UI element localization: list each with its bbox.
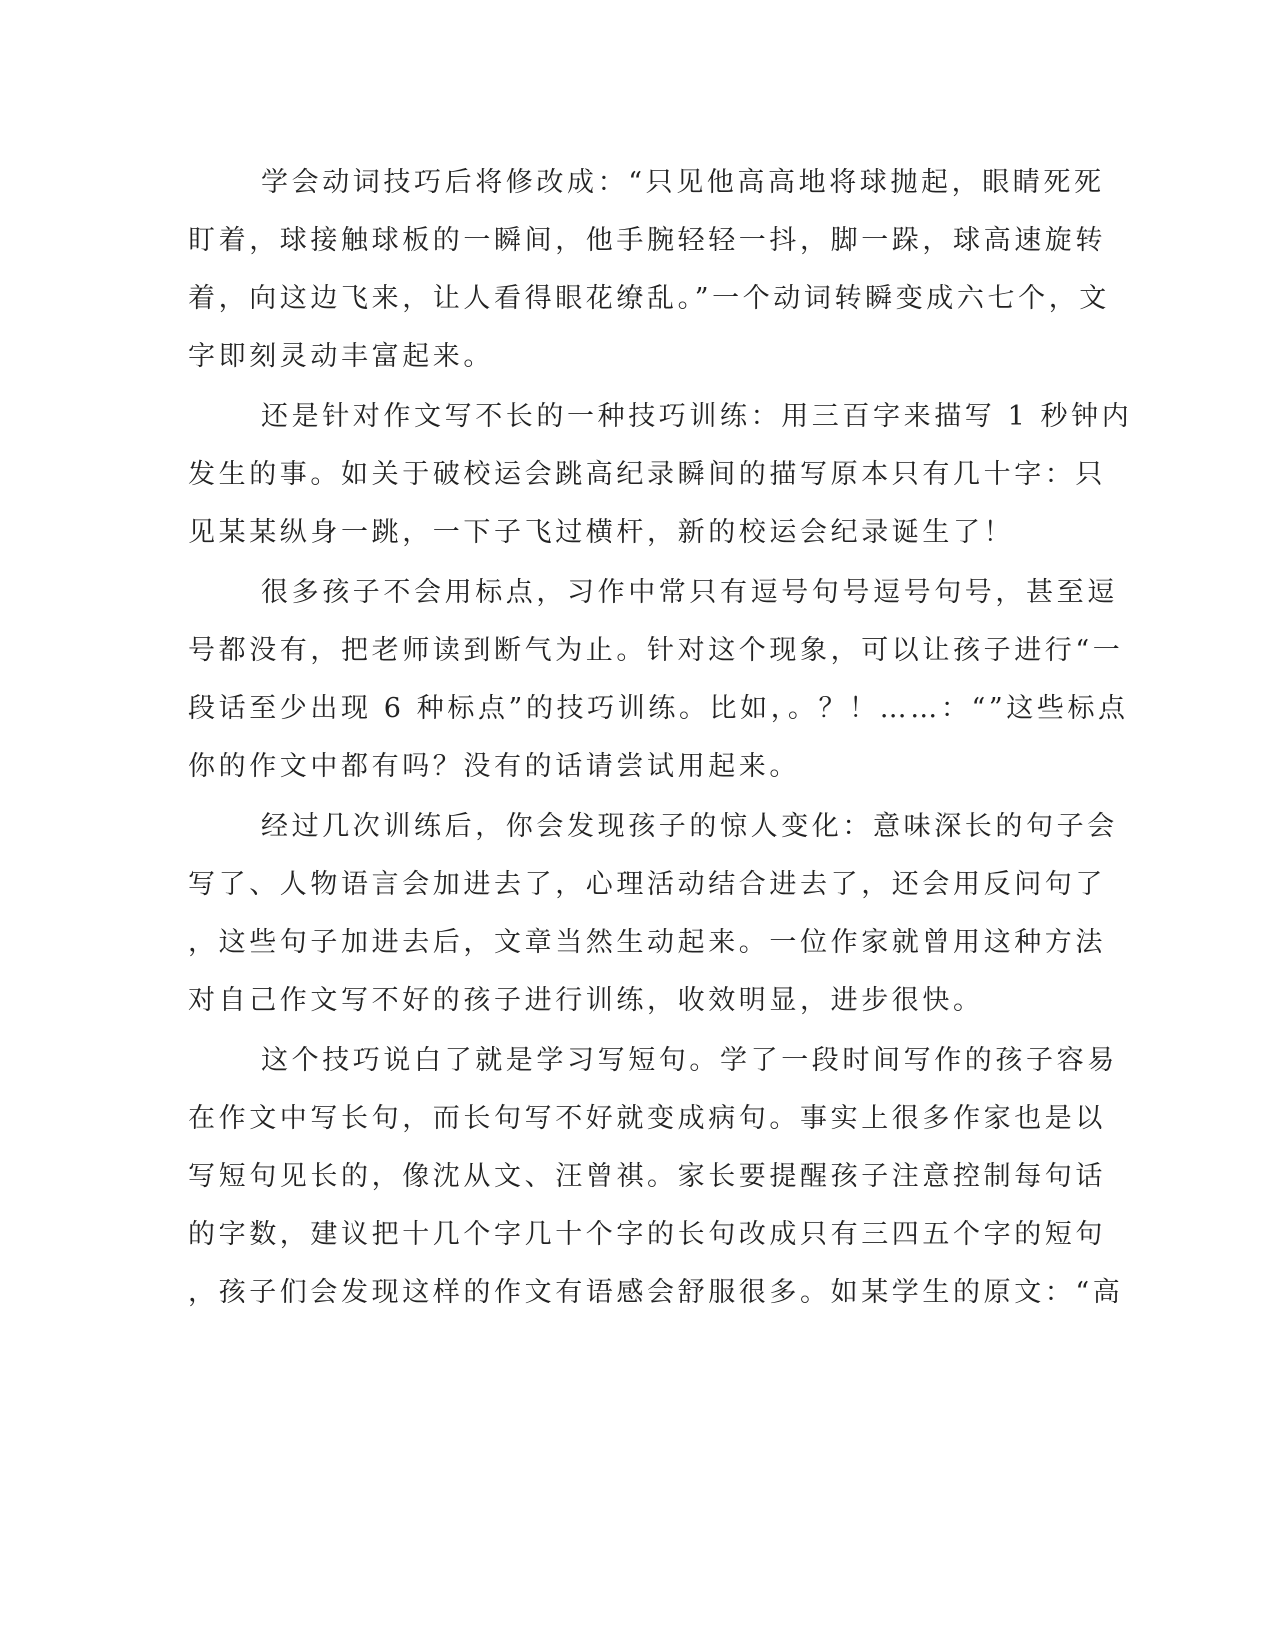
- text-line: 号都没有，把老师读到断气为止。针对这个现象，可以让孩子进行“一: [188, 635, 1124, 666]
- text-line: 着，向这边飞来，让人看得眼花缭乱。”一个动词转瞬变成六七个，文: [188, 283, 1110, 314]
- text-line: 在作文中写长句，而长句写不好就变成病句。事实上很多作家也是以: [188, 1103, 1106, 1134]
- text-line: 段话至少出现 6 种标点”的技巧训练。比如，。？！……：“”这些标点: [188, 693, 1129, 724]
- text-line: 这个技巧说白了就是学习写短句。学了一段时间写作的孩子容易: [261, 1045, 1118, 1076]
- text-line: 学会动词技巧后将修改成：“只见他高高地将球抛起，眼睛死死: [261, 167, 1105, 198]
- text-line: ，这些句子加进去后，文章当然生动起来。一位作家就曾用这种方法: [188, 927, 1106, 958]
- text-line: 字即刻灵动丰富起来。: [188, 341, 494, 372]
- text-line: 对自己作文写不好的孩子进行训练，收效明显，进步很快。: [188, 985, 984, 1016]
- text-line: 的字数，建议把十几个字几十个字的长句改成只有三四五个字的短句: [188, 1219, 1106, 1250]
- text-line: ，孩子们会发现这样的作文有语感会舒服很多。如某学生的原文：“高: [188, 1277, 1124, 1308]
- text-line: 写了、人物语言会加进去了，心理活动结合进去了，还会用反问句了: [188, 869, 1106, 900]
- text-line: 经过几次训练后，你会发现孩子的惊人变化：意味深长的句子会: [261, 811, 1118, 842]
- text-line: 很多孩子不会用标点，习作中常只有逗号句号逗号句号，甚至逗: [261, 577, 1118, 608]
- text-line: 盯着，球接触球板的一瞬间，他手腕轻轻一抖，脚一跺，球高速旋转: [188, 225, 1106, 256]
- text-line: 见某某纵身一跳，一下子飞过横杆，新的校运会纪录诞生了！: [188, 517, 1015, 548]
- text-line: 你的作文中都有吗？没有的话请尝试用起来。: [188, 751, 800, 782]
- text-line: 发生的事。如关于破校运会跳高纪录瞬间的描写原本只有几十字：只: [188, 459, 1106, 490]
- text-line: 写短句见长的，像沈从文、汪曾祺。家长要提醒孩子注意控制每句话: [188, 1161, 1106, 1192]
- text-line: 还是针对作文写不长的一种技巧训练：用三百字来描写 1 秒钟内: [261, 401, 1133, 432]
